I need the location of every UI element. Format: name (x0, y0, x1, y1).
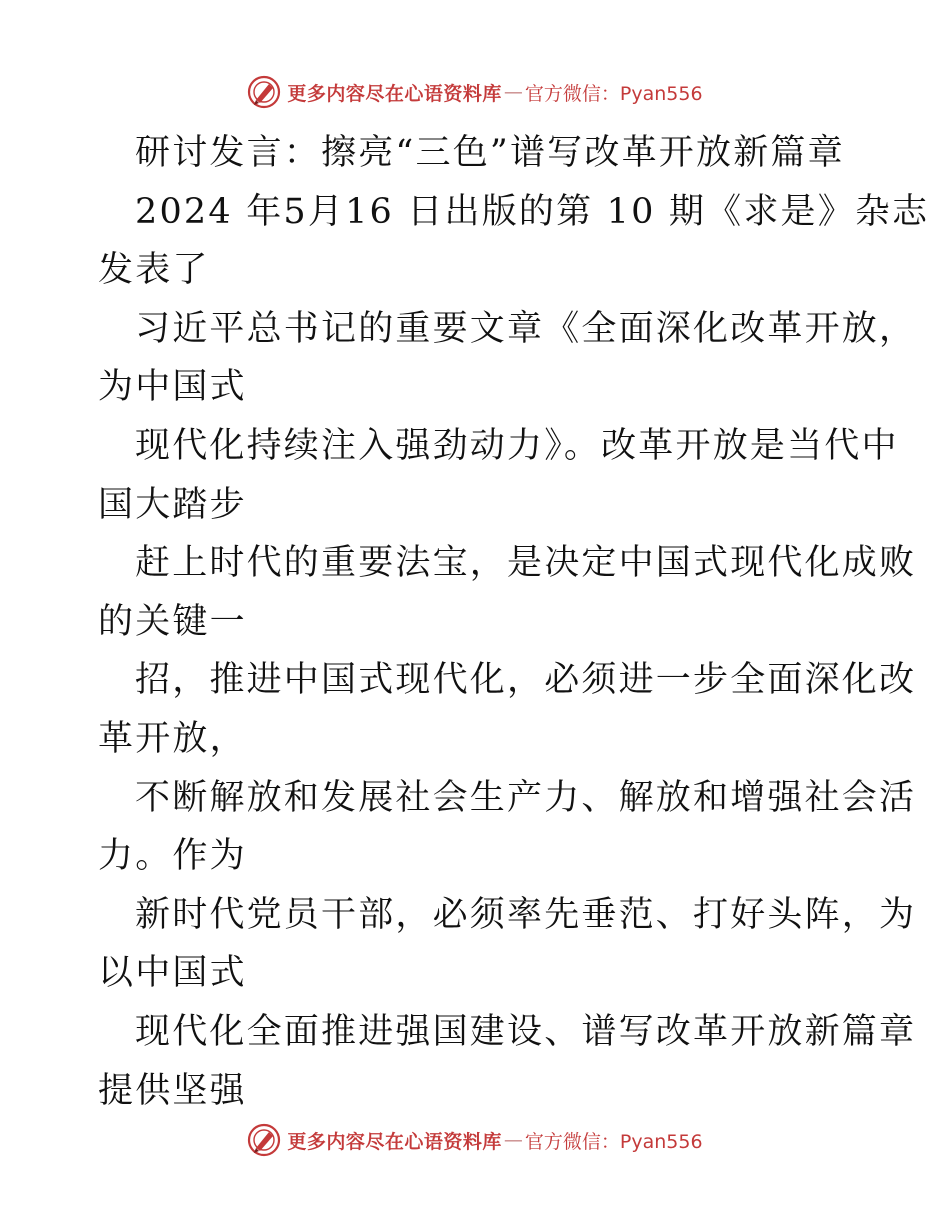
footer-banner (0, 1120, 950, 1160)
document-line: 2024 年5月16 日出版的第 10 期《求是》杂志 (135, 191, 930, 232)
document-line: 新时代党员干部，必须率先垂范、打好头阵，为 (135, 894, 917, 935)
document-line: 力。作为 (98, 836, 247, 877)
footer-brand-text: 更多内容尽在心语资料库 (287, 1130, 502, 1153)
document-line: 不断解放和发展社会生产力、解放和增强社会活 (135, 777, 917, 818)
document-line: 为中国式 (98, 367, 247, 408)
document-line: 现代化全面推进强国建设、谱写改革开放新篇章 (135, 1011, 917, 1052)
document-line: 的关键一 (98, 601, 247, 642)
footer-wechat-text: 官方微信：Pyan556 (524, 1130, 703, 1153)
document-line: 提供坚强 (98, 1070, 247, 1111)
document-line: 赶上时代的重要法宝，是决定中国式现代化成败 (135, 543, 917, 584)
header-dash: — (503, 81, 523, 103)
document-line: 发表了 (98, 250, 210, 291)
document-line: 招，推进中国式现代化，必须进一步全面深化改 (135, 660, 917, 701)
header-wechat-text: 官方微信：Pyan556 (524, 82, 703, 105)
document-line: 革开放， (98, 718, 247, 759)
document-line: 以中国式 (98, 953, 247, 994)
header-banner (0, 72, 950, 112)
document-body (98, 124, 930, 1120)
document-line: 现代化持续注入强劲动力》。改革开放是当代中 (135, 425, 899, 466)
document-line: 习近平总书记的重要文章《全面深化改革开放， (135, 308, 917, 349)
header-brand-text: 更多内容尽在心语资料库 (287, 82, 502, 105)
pen-logo-icon (247, 1123, 281, 1157)
pen-logo-icon (247, 75, 281, 109)
footer-dash: — (503, 1129, 523, 1151)
document-line: 研讨发言：擦亮“三色”谱写改革开放新篇章 (135, 133, 845, 173)
document-line: 国大踏步 (98, 484, 247, 525)
